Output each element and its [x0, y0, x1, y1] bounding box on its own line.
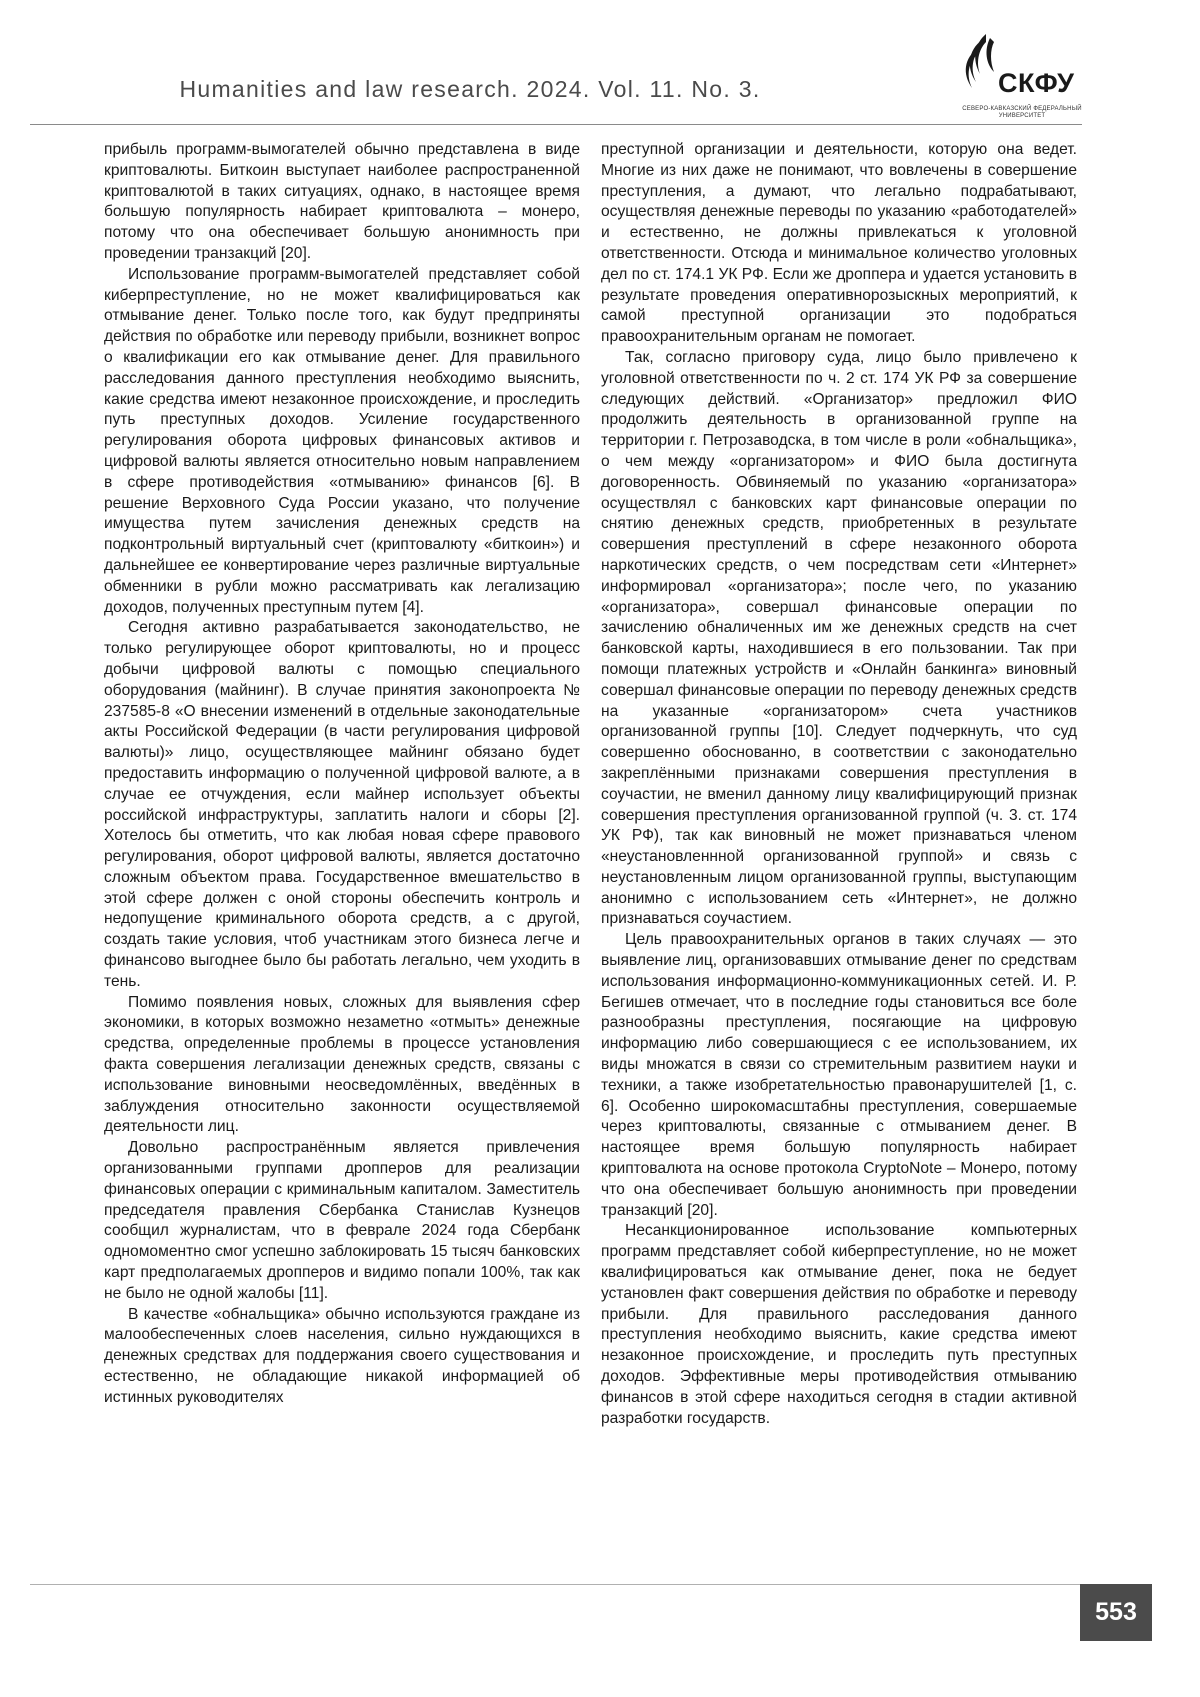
running-title: Humanities and law research. 2024. Vol. 11. No. 3. — [0, 76, 940, 103]
logo-text: СКФУ — [998, 68, 1074, 99]
paragraph: Помимо появления новых, сложных для выявления сфер экономики, в которых возможно незаметно «отмыть» денежные средства, определенные проблемы в процессе установления факта совершения легализации денежных средств, связаны с использование виновными неосведомлённых, введённых в заблуждения относительно законности осуществляемой деятельности лиц. — [104, 993, 580, 1139]
paragraph: преступной организации и деятельности, которую она ведет. Многие из них даже не понимают, что вовлечены в совершение преступления, а думают, что легально подрабатывают, осуществляя денежные переводы по указанию «работодателей» и естественно, не должны привлекаться к уголовной ответственности. Отсюда и минимальное количество уголовных дел по ст. 174.1 УК РФ. Если же дроппера и удается установить в результате проведения оперативнорозыскных мероприятий, к самой преступной организации это подобраться правоохранительным органам не помогает. — [601, 140, 1077, 348]
left-column — [104, 140, 580, 1409]
university-logo — [962, 36, 1082, 124]
right-column — [601, 140, 1077, 1429]
paragraph: Так, согласно приговору суда, лицо было привлечено к уголовной ответственности по ч. 2 ст. 174 УК РФ за совершение следующих действий. «Организатор» предложил ФИО продолжить деятельность в организованной группе на территории г. Петрозаводска, в том числе в роли «обнальщика», о чем между «организатором» и ФИО была достигнута договоренность. Обвиняемый по указанию «организатора» осуществлял с банковских карт финансовые операции по снятию денежных средств, приобретенных в результате совершения преступлений в сфере незаконного оборота наркотических средств, о чем посредствам сети «Интернет» информировал «организатора»; после чего, по указанию «организатора», совершал финансовые операции по зачислению обналиченных им же денежных средств на счет банковской карты, находившиеся в его пользовании. Так при помощи платежных устройств и «Онлайн банкинга» виновный совершал финансовые операции по переводу денежных средств на указанные «организатором» счета участников организованной группы [10]. Следует подчеркнуть, что суд совершенно обоснованно, в соответствии с законодательно закреплёнными признаками совершения преступления в соучастии, не вменил данному лицу квалифицирующий признак совершения преступления организованной группой (ч. 3. ст. 174 УК РФ), так как виновный не может признаваться членом «неустановленнной организованной группой» и связь с неустановленным лицом организованной группы, выступающим анонимно с использованием сеть «Интернет», не должно признаваться соучастием. — [601, 348, 1077, 930]
page-number: 553 — [1080, 1584, 1152, 1641]
header-rule — [30, 124, 1082, 125]
footer-rule — [30, 1584, 1082, 1585]
paragraph: Довольно распространённым является привлечения организованными группами дропперов для реализации финансовых операции с криминальным капиталом. Заместитель председателя правления Сбербанка Станислав Кузнецов сообщил журналистам, что в феврале 2024 года Сбербанк одномоментно смог успешно заблокировать 15 тысяч банковских карт предполагаемых дропперов и видимо попали 100%, так как не было не одной жалобы [11]. — [104, 1138, 580, 1304]
paragraph: Использование программ-вымогателей представляет собой киберпреступление, но не может квалифицироваться как отмывание денег. Только после того, как будут предприняты действия по обработке или переводу прибыли, возникнет вопрос о квалификации его как отмывание денег. Для правильного расследования данного преступления необходимо выяснить, какие средства имеют незаконное происхождение, и проследить путь преступных доходов. Усиление государственного регулирования оборота цифровых финансовых активов и цифровой валюты является относительно новым направлением в сфере противодействия «отмыванию» финансов [6]. В решение Верховного Суда России указано, что получение имущества путем зачисления денежных средств на подконтрольный виртуальный счет (криптовалюту «биткоин») и дальнейшее ее конвертирование через различные виртуальные обменники в рубли можно рассматривать как легализацию доходов, полученных преступным путем [4]. — [104, 265, 580, 619]
paragraph: Цель правоохранительных органов в таких случаях — это выявление лиц, организовавших отмывание денег по средствам использования информационно-коммуникационных сетей. И. Р. Бегишев отмечает, что в последние годы становиться все боле разнообразны преступления, посягающие на цифровую информацию либо совершающиеся с ее использованием, их виды множатся в связи со стремительным развитием науки и техники, а также изобретательностью правонарушителей [1, с. 6]. Особенно широкомасштабны преступления, совершаемые через криптовалюты, связанные с отмыванием денег. В настоящее время большую популярность набирает криптовалюта на основе протокола CryptoNote – Монеро, потому что она обеспечивает большую анонимность при проведении транзакций [20]. — [601, 930, 1077, 1221]
logo-subtitle: СЕВЕРО-КАВКАЗСКИЙ ФЕДЕРАЛЬНЫЙ УНИВЕРСИТЕТ — [962, 106, 1082, 120]
paragraph: Несанкционированное использование компьютерных программ представляет собой киберпреступление, но не может квалифицироваться как отмывание денег, пока не бедует установлен факт совершения действия по обработке и переводу прибыли. Для правильного расследования данного преступления необходимо выяснить, какие средства имеют незаконное происхождение, и проследить путь преступных доходов. Эффективные меры противодействия отмыванию финансов в этой сфере находиться сегодня в стадии активной разработки государств. — [601, 1221, 1077, 1429]
paragraph: прибыль программ-вымогателей обычно представлена в виде криптовалюты. Биткоин выступает наиболее распространенной криптовалютой в таких ситуациях, однако, в настоящее время большую популярность набирает криптовалюта – монеро, потому что она обеспечивает большую анонимность при проведении транзакций [20]. — [104, 140, 580, 265]
paragraph: В качестве «обнальщика» обычно используются граждане из малообеспеченных слоев населения, сильно нуждающихся в денежных средствах для поддержания своего существования и естественно, не обладающие никакой информацией об истинных руководителях — [104, 1305, 580, 1409]
paragraph: Сегодня активно разрабатывается законодательство, не только регулирующее оборот криптовалюты, но и процесс добычи цифровой валюты с помощью специального оборудования (майнинг). В случае принятия законопроекта № 237585-8 «О внесении изменений в отдельные законодательные акты Российской Федерации (в части регулирования цифровой валюты)» лицо, осуществляющее майнинг обязано будет предоставить информацию о полученной цифровой валюте, а в случае ее отчуждения, если майнер использует объекты российской инфраструктуры, заплатить налоги и сборы [2]. Хотелось бы отметить, что как любая новая сфере правового регулирования, оборот цифровой валюты, является достаточно сложным объектом права. Государственное вмешательство в этой сфере должен с оной стороны обеспечить контроль и недопущение криминального оборота средств, а с другой, создать такие условия, чтоб участникам этого бизнеса легче и финансово выгоднее было бы работать легально, чем уходить в тень. — [104, 618, 580, 992]
